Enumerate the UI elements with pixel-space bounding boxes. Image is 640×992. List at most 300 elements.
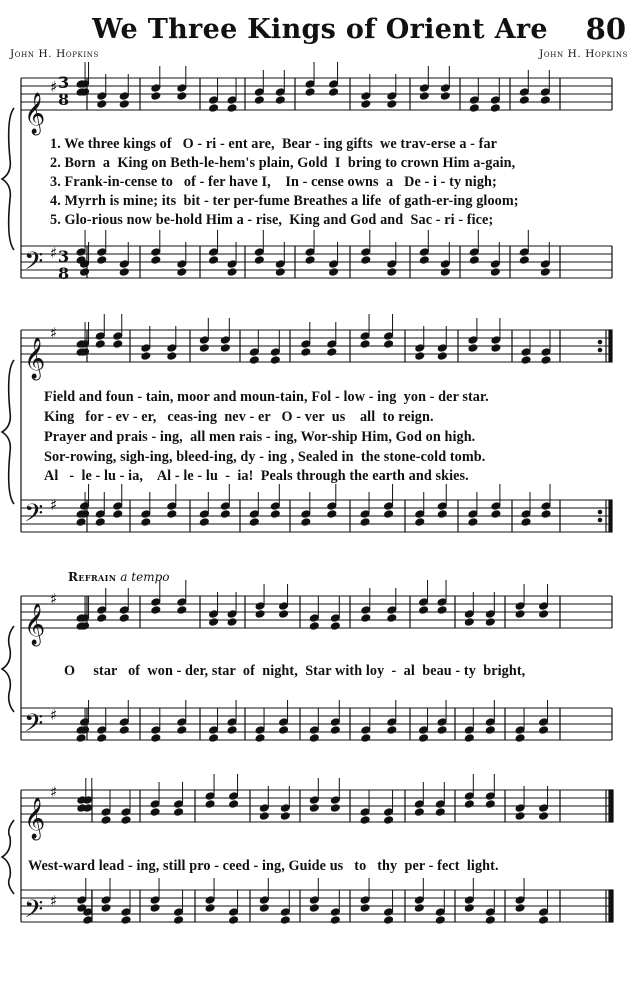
notehead (384, 808, 394, 817)
notehead (414, 904, 424, 913)
notehead (255, 726, 265, 735)
notehead (437, 344, 447, 353)
notehead (177, 260, 187, 269)
notehead (519, 248, 529, 257)
notehead (249, 510, 259, 519)
notehead (468, 336, 478, 345)
notehead (539, 602, 549, 611)
notehead (150, 896, 160, 905)
tempo-marking: a tempo (120, 570, 170, 584)
notehead (515, 804, 525, 813)
notehead (309, 614, 319, 623)
notehead (279, 718, 289, 727)
notehead (387, 268, 397, 277)
notehead (227, 260, 237, 269)
notehead (174, 808, 184, 817)
notehead (360, 518, 370, 527)
notehead (330, 726, 340, 735)
treble-clef-icon: 𝄞 (24, 93, 46, 134)
notehead (305, 248, 315, 257)
verse-5-line-2: Al - le - lu - ia, Al - le - lu - ia! Peals through the earth and skies. (44, 468, 469, 484)
notehead (174, 908, 184, 917)
verse-1-line-1: 1. We three kings of O - ri - ent are, Bear - ing gifts we trav-erse a - far (50, 136, 498, 152)
notehead (415, 344, 425, 353)
notehead (437, 510, 447, 519)
notehead (229, 800, 239, 809)
notehead (275, 268, 285, 277)
notehead (119, 100, 129, 109)
verse-3-line-2: Prayer and prais - ing, all men rais - ing, Wor-ship Him, God on high. (44, 429, 476, 445)
notehead (280, 916, 290, 925)
notehead (205, 792, 215, 801)
notehead (521, 356, 531, 365)
notehead (330, 908, 340, 917)
notehead (279, 610, 289, 619)
notehead (309, 622, 319, 631)
notehead (329, 260, 339, 269)
sharp-icon: ♯ (50, 892, 58, 910)
notehead (414, 896, 424, 905)
notehead (177, 726, 187, 735)
notehead (539, 726, 549, 735)
notehead (437, 726, 447, 735)
notehead (384, 332, 394, 341)
notehead (519, 256, 529, 265)
notehead (80, 718, 90, 727)
notehead (305, 256, 315, 265)
sharp-icon: ♯ (50, 496, 58, 514)
notehead (437, 598, 447, 607)
notehead (490, 104, 500, 113)
notehead (280, 908, 290, 917)
notehead (121, 808, 131, 817)
notehead (141, 518, 151, 527)
treble-clef-icon: 𝄞 (24, 604, 46, 645)
notehead (227, 104, 237, 113)
notehead (95, 518, 105, 527)
notes (76, 62, 602, 924)
notehead (539, 916, 549, 925)
notehead (541, 510, 551, 519)
notehead (464, 726, 474, 735)
sharp-icon: ♯ (50, 783, 58, 801)
verse-3-line-1: 3. Frank-in-cense to of - fer have I, In - cense owns a De - i - ty nigh; (50, 174, 497, 190)
repeat-dot (598, 340, 602, 344)
verse-1-line-2: Field and foun - tain, moor and moun-tain, Fol - low - ing yon - der star. (44, 389, 489, 405)
verse-2-line-1: 2. Born a King on Beth-le-hem's plain, Gold I bring to crown Him a-gain, (50, 155, 516, 171)
notehead (229, 792, 239, 801)
notehead (384, 816, 394, 825)
notehead (80, 502, 90, 511)
notehead (437, 718, 447, 727)
notehead (220, 510, 230, 519)
notehead (229, 908, 239, 917)
system-braces (2, 108, 14, 894)
notehead (301, 510, 311, 519)
notehead (205, 800, 215, 809)
notehead (309, 726, 319, 735)
notehead (279, 602, 289, 611)
notehead (361, 734, 371, 743)
notehead (254, 256, 264, 265)
notehead (167, 352, 177, 361)
repeat-barline (609, 500, 612, 532)
notehead (97, 92, 107, 101)
repeat-dot (598, 348, 602, 352)
notehead (101, 904, 111, 913)
notehead (330, 796, 340, 805)
notehead (209, 726, 219, 735)
verse-2-line-2: King for - ev - er, ceas-ing nev - er O - ver us all to reign. (44, 409, 434, 425)
notehead (280, 804, 290, 813)
notehead (151, 84, 161, 93)
notehead (419, 84, 429, 93)
notehead (540, 260, 550, 269)
notehead (419, 734, 429, 743)
notehead (539, 804, 549, 813)
notehead (490, 96, 500, 105)
notehead (464, 896, 474, 905)
notehead (485, 726, 495, 735)
notehead (254, 88, 264, 97)
notehead (254, 248, 264, 257)
notehead (539, 908, 549, 917)
notehead (387, 92, 397, 101)
bass-clef-icon: 𝄢 (24, 895, 44, 930)
bass-clef-icon: 𝄢 (24, 247, 44, 282)
notehead (437, 352, 447, 361)
notehead (419, 606, 429, 615)
notehead (259, 812, 269, 821)
refrain-heading (68, 570, 169, 584)
notehead (97, 100, 107, 109)
sharp-icon: ♯ (50, 78, 58, 96)
notehead (361, 92, 371, 101)
clefs (24, 92, 45, 930)
notehead (541, 356, 551, 365)
notehead (301, 348, 311, 357)
notehead (113, 340, 123, 349)
notehead (329, 80, 339, 89)
notehead (485, 618, 495, 627)
notehead (199, 336, 209, 345)
notehead (227, 96, 237, 105)
notehead (435, 908, 445, 917)
notehead (330, 614, 340, 623)
notehead (270, 356, 280, 365)
notehead (150, 800, 160, 809)
notehead (151, 92, 161, 101)
notehead (327, 348, 337, 357)
notehead (384, 916, 394, 925)
notehead (309, 734, 319, 743)
notehead (177, 606, 187, 615)
notehead (199, 344, 209, 353)
notehead (151, 734, 161, 743)
notehead (491, 344, 501, 353)
notehead (259, 904, 269, 913)
brace-icon (2, 626, 14, 712)
notehead (229, 916, 239, 925)
notehead (259, 804, 269, 813)
notehead (539, 718, 549, 727)
time-signature-bottom: 8 (58, 264, 70, 283)
notehead (360, 808, 370, 817)
notehead (119, 92, 129, 101)
notehead (113, 502, 123, 511)
notehead (101, 808, 111, 817)
notehead (468, 344, 478, 353)
notehead (76, 248, 86, 257)
notehead (309, 796, 319, 805)
notehead (540, 268, 550, 277)
verse-4-line-1: 4. Myrrh is mine; its bit - ter per-fume Breathes a life of gath-er-ing gloom; (50, 193, 519, 209)
notehead (464, 734, 474, 743)
notehead (249, 348, 259, 357)
notehead (327, 340, 337, 349)
notehead (275, 96, 285, 105)
notehead (419, 92, 429, 101)
notehead (521, 348, 531, 357)
notehead (361, 606, 371, 615)
notehead (141, 510, 151, 519)
notehead (220, 336, 230, 345)
notehead (209, 734, 219, 743)
notehead (440, 92, 450, 101)
notehead (468, 518, 478, 527)
notehead (119, 614, 129, 623)
notehead (491, 336, 501, 345)
notehead (485, 792, 495, 801)
treble-clef-icon: 𝄞 (24, 798, 46, 839)
notehead (280, 812, 290, 821)
notehead (227, 268, 237, 277)
notehead (415, 518, 425, 527)
notehead (270, 348, 280, 357)
notehead (491, 510, 501, 519)
notehead (541, 348, 551, 357)
notehead (151, 248, 161, 257)
notehead (95, 510, 105, 519)
notehead (360, 332, 370, 341)
notehead (275, 88, 285, 97)
notehead (209, 618, 219, 627)
notehead (361, 248, 371, 257)
notehead (539, 812, 549, 821)
notehead (387, 726, 397, 735)
notehead (387, 614, 397, 623)
notehead (515, 610, 525, 619)
notehead (361, 726, 371, 735)
notehead (255, 734, 265, 743)
notehead (419, 726, 429, 735)
notehead (97, 726, 107, 735)
notehead (97, 734, 107, 743)
treble-clef-icon: 𝄞 (24, 338, 46, 379)
notehead (270, 510, 280, 519)
refrain-line-1: O star of won - der, star of night, Star with loy - al beau - ty bright, (64, 663, 526, 679)
notehead (305, 80, 315, 89)
hymn-number: 80 (585, 12, 626, 46)
notehead (330, 622, 340, 631)
notehead (301, 518, 311, 527)
notehead (177, 92, 187, 101)
notehead (361, 614, 371, 623)
notehead (77, 896, 87, 905)
notehead (209, 610, 219, 619)
notehead (177, 84, 187, 93)
notehead (174, 916, 184, 925)
refrain-line-2: West-ward lead - ing, still pro - ceed - ing, Guide us to thy per - fect light. (28, 858, 499, 874)
notehead (419, 248, 429, 257)
notehead (519, 96, 529, 105)
notehead (95, 340, 105, 349)
notehead (485, 908, 495, 917)
notehead (327, 510, 337, 519)
brace-icon (2, 360, 14, 504)
notehead (97, 248, 107, 257)
notehead (384, 908, 394, 917)
notehead (464, 800, 474, 809)
notehead (101, 896, 111, 905)
sharp-icon: ♯ (50, 590, 58, 608)
notehead (440, 268, 450, 277)
notehead (440, 84, 450, 93)
notehead (141, 344, 151, 353)
time-signature-top: 3 (58, 73, 70, 92)
notehead (167, 344, 177, 353)
notehead (199, 510, 209, 519)
notehead (255, 602, 265, 611)
notehead (485, 610, 495, 619)
notehead (330, 916, 340, 925)
notehead (205, 896, 215, 905)
notehead (101, 816, 111, 825)
notehead (360, 340, 370, 349)
notehead (327, 502, 337, 511)
notehead (254, 96, 264, 105)
notehead (209, 256, 219, 265)
notehead (259, 896, 269, 905)
final-barline (609, 790, 613, 822)
sharp-icon: ♯ (50, 244, 58, 262)
notehead (540, 96, 550, 105)
notehead (464, 610, 474, 619)
notehead (174, 800, 184, 809)
notehead (387, 100, 397, 109)
notehead (97, 614, 107, 623)
notehead (151, 598, 161, 607)
notehead (387, 606, 397, 615)
notehead (119, 606, 129, 615)
notehead (330, 804, 340, 813)
notehead (491, 502, 501, 511)
notehead (485, 800, 495, 809)
notehead (387, 718, 397, 727)
sharp-icon: ♯ (50, 706, 58, 724)
notehead (330, 718, 340, 727)
verse-5-line-1: 5. Glo-rious now be-hold Him a - rise, King and God and Sac - ri - fice; (50, 212, 494, 228)
notehead (151, 726, 161, 735)
notehead (469, 96, 479, 105)
notehead (361, 100, 371, 109)
notehead (515, 726, 525, 735)
words-credit: John H. Hopkins (10, 48, 99, 60)
notehead (515, 812, 525, 821)
notehead (205, 904, 215, 913)
notehead (360, 896, 370, 905)
notehead (97, 256, 107, 265)
repeat-dot (598, 518, 602, 522)
notehead (121, 908, 131, 917)
notehead (121, 916, 131, 925)
notehead (485, 718, 495, 727)
notehead (309, 804, 319, 813)
notehead (384, 340, 394, 349)
notehead (119, 268, 129, 277)
notehead (209, 248, 219, 257)
notehead (490, 268, 500, 277)
notehead (469, 104, 479, 113)
notehead (435, 916, 445, 925)
notehead (540, 88, 550, 97)
notehead (387, 260, 397, 269)
notehead (275, 260, 285, 269)
repeat-dot (598, 510, 602, 514)
time-signature-bottom: 8 (58, 90, 70, 109)
notehead (83, 916, 93, 925)
final-barline (609, 890, 613, 922)
notehead (249, 518, 259, 527)
notehead (249, 356, 259, 365)
notehead (151, 256, 161, 265)
notehead (415, 352, 425, 361)
notehead (361, 256, 371, 265)
notehead (419, 598, 429, 607)
notehead (113, 510, 123, 519)
refrain-label: Refrain (68, 570, 117, 584)
notehead (515, 602, 525, 611)
notehead (199, 518, 209, 527)
notehead (464, 904, 474, 913)
notehead (384, 502, 394, 511)
notehead (305, 88, 315, 97)
brace-icon (2, 820, 14, 894)
notehead (227, 726, 237, 735)
notehead (151, 606, 161, 615)
notehead (270, 502, 280, 511)
notehead (435, 808, 445, 817)
notehead (329, 268, 339, 277)
notehead (119, 260, 129, 269)
notehead (469, 256, 479, 265)
notehead (414, 800, 424, 809)
notehead (227, 610, 237, 619)
notehead (227, 618, 237, 627)
notehead (415, 510, 425, 519)
notehead (167, 502, 177, 511)
notehead (515, 896, 525, 905)
notehead (469, 248, 479, 257)
notehead (167, 510, 177, 519)
notehead (301, 340, 311, 349)
notehead (464, 792, 474, 801)
notehead (468, 510, 478, 519)
notehead (97, 606, 107, 615)
notehead (209, 104, 219, 113)
notehead (95, 332, 105, 341)
notehead (227, 718, 237, 727)
